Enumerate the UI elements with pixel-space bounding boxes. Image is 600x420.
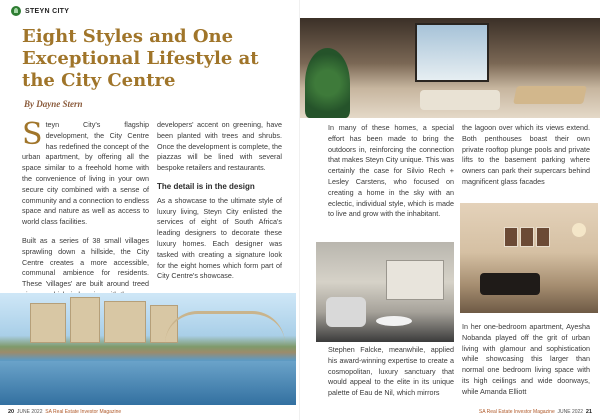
issue-date: JUNE 2022 bbox=[16, 409, 43, 415]
grey-lounge-photo bbox=[316, 242, 454, 342]
publication-name: SA Real Estate Investor Magazine bbox=[478, 409, 555, 415]
table-shape bbox=[376, 316, 412, 326]
paragraph: As a showcase to the ultimate style of luxury living, Steyn City enlisted the services of eight of South Africa's leading designers to decorate these luxury homes. Each designer was tasked with creating a signature look for the eight homes which form part of City Centre's showcase. bbox=[157, 195, 282, 281]
bridge-shape bbox=[165, 311, 285, 344]
right-column-2 bbox=[462, 123, 590, 196]
building-shape bbox=[70, 297, 100, 343]
building-shape bbox=[30, 303, 66, 343]
right-column-1-bottom bbox=[328, 345, 454, 407]
pendant-lamp-shape bbox=[572, 223, 586, 237]
paragraph: developers' accent on greening, have been planted with trees and shrubs. Once the development is complete, the piazzas will be lined with several bespoke retailers and restaurants. bbox=[157, 120, 282, 173]
wall-art-shape bbox=[504, 227, 518, 247]
publication-name: SA Real Estate Investor Magazine bbox=[45, 409, 122, 415]
paragraph bbox=[22, 117, 149, 228]
section-label: STEYN CITY bbox=[25, 7, 70, 15]
right-column-2-bottom bbox=[462, 322, 590, 406]
article-headline: Eight Styles and One Exceptional Lifestyle at the City Centre bbox=[22, 26, 259, 91]
page-number: 21 bbox=[585, 409, 592, 415]
leaf-logo-icon bbox=[11, 6, 21, 16]
section-header bbox=[11, 6, 69, 16]
building-shape bbox=[104, 301, 146, 343]
water-reflection bbox=[0, 361, 296, 405]
drop-cap: S bbox=[22, 117, 43, 152]
sofa-shape bbox=[480, 273, 540, 295]
left-column-1 bbox=[22, 117, 149, 309]
subheading: The detail is in the design bbox=[157, 181, 255, 191]
paragraph: In many of these homes, a special effort has been made to bring the outdoors in, reinforcing the connection that makes Steyn City unique. This was certainly the case for Silvio Rech + Lesley Carstens, who focused on creating a home in the sky with an eclectic, individual style, which is made to live and grow with the inhabitant. bbox=[328, 123, 454, 219]
penthouse-living-room-photo bbox=[300, 18, 600, 118]
paragraph: In her one-bedroom apartment, Ayesha Nobanda played off the grit of urban living with glamour and sophistication while showcasing this larger than normal one bedroom living space with its high ceilings and wide doorways, while Amanda Elliott bbox=[462, 322, 590, 396]
plant-shape bbox=[305, 48, 350, 118]
lounger-shape bbox=[513, 86, 587, 104]
one-bedroom-apartment-photo bbox=[460, 203, 598, 313]
right-column-1 bbox=[328, 123, 454, 228]
page-number: 20 bbox=[8, 409, 15, 415]
wall-art-shape bbox=[520, 227, 534, 247]
byline: By Dayne Stern bbox=[24, 99, 83, 109]
paragraph: Built as a series of 38 small villages sprawling down a hillside, the City Centre creates a more accessible, communal ambience for residents. These 'villages' are built around treed bbox=[22, 235, 149, 289]
wall-art-shape bbox=[536, 227, 550, 247]
right-page bbox=[300, 0, 600, 420]
paragraph: Stephen Falcke, meanwhile, applied his award-winning expertise to create a cosmopolitan, luxury sanctuary that would appeal to the elite in its unique palette of Eau de Nil, which mirrors bbox=[328, 345, 454, 398]
paragraph: the lagoon over which its views extend. Both penthouses boast their own private rooftop plunge pools and private lifts to the basement parking where owners can park their supercars behind magnificent glass facades bbox=[462, 123, 590, 186]
wall-panel-shape bbox=[386, 260, 444, 300]
left-column-2 bbox=[157, 120, 282, 290]
sofa-shape bbox=[420, 90, 500, 110]
issue-date: JUNE 2022 bbox=[557, 409, 584, 415]
footer-right bbox=[479, 409, 592, 415]
city-centre-lagoon-photo bbox=[0, 293, 296, 405]
footer-left bbox=[8, 409, 121, 415]
paragraph-text: teyn City's flagship development, the City Centre has redefined the concept of the urban apartment, by offering all the space similar to a freehold home with the convenience of living in your own secure city combined with a sense of community and a connection to endless space and nature as well as access to world class facilities. bbox=[22, 120, 149, 227]
window-shape bbox=[415, 23, 489, 82]
chair-shape bbox=[326, 297, 366, 327]
